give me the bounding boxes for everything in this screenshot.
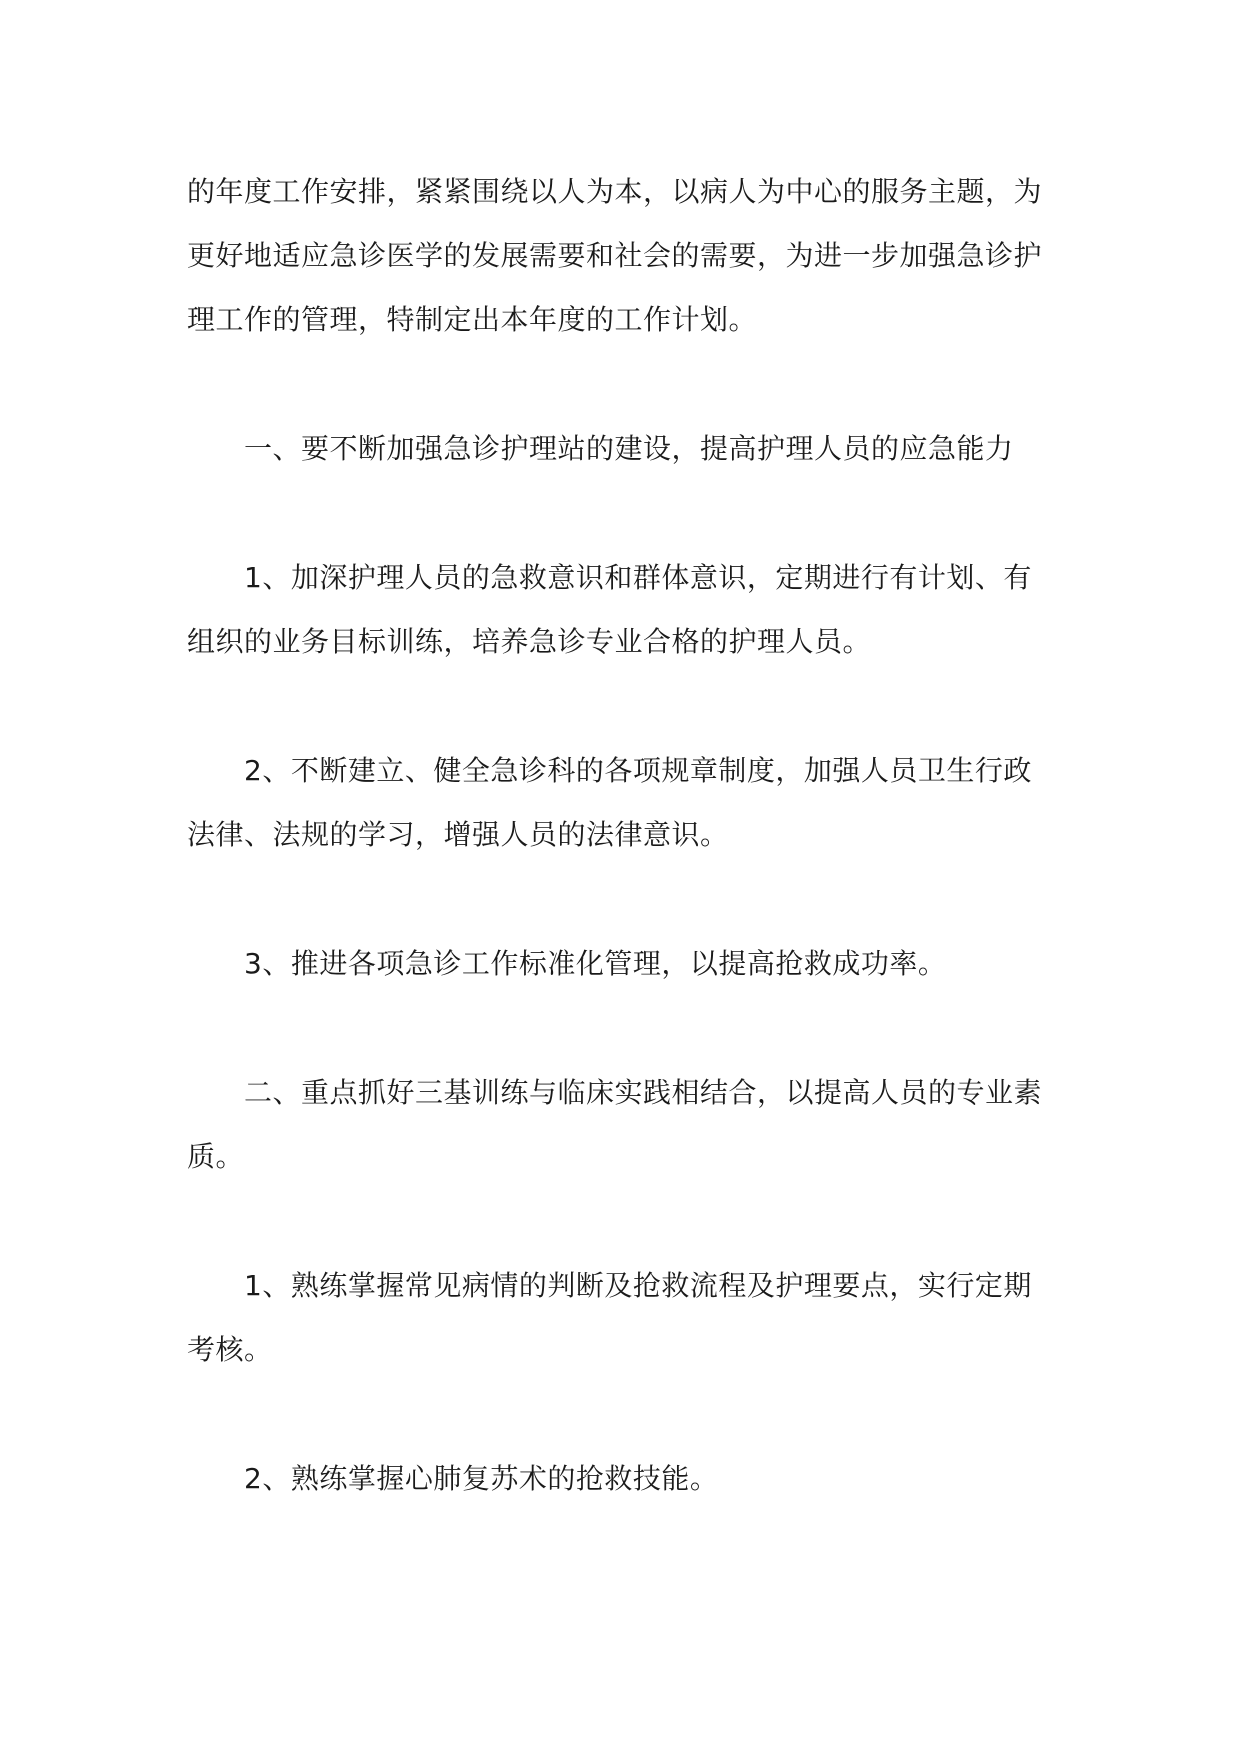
paragraph-intro: 的年度工作安排，紧紧围绕以人为本，以病人为中心的服务主题，为更好地适应急诊医学的发展需要和社会的需要，为进一步加强急诊护理工作的管理，特制定出本年度的工作计划。 — [187, 175, 1043, 336]
heading-section-1: 一、要不断加强急诊护理站的建设，提高护理人员的应急能力 — [244, 432, 1014, 465]
paragraph-item-1-3: 3、推进各项急诊工作标准化管理，以提高抢救成功率。 — [244, 947, 947, 980]
paragraph-item-2-2: 2、熟练掌握心肺复苏术的抢救技能。 — [244, 1462, 719, 1495]
paragraph-item-1-1: 1、加深护理人员的急救意识和群体意识，定期进行有计划、有组织的业务目标训练，培养急诊专业合格的护理人员。 — [187, 561, 1032, 658]
paragraph-item-1-2: 2、不断建立、健全急诊科的各项规章制度，加强人员卫生行政法律、法规的学习，增强人员的法律意识。 — [187, 754, 1032, 851]
heading-section-2: 二、重点抓好三基训练与临床实践相结合，以提高人员的专业素质。 — [187, 1076, 1043, 1173]
document-body — [187, 160, 1057, 1511]
paragraph-item-2-1: 1、熟练掌握常见病情的判断及抢救流程及护理要点，实行定期考核。 — [187, 1269, 1032, 1366]
